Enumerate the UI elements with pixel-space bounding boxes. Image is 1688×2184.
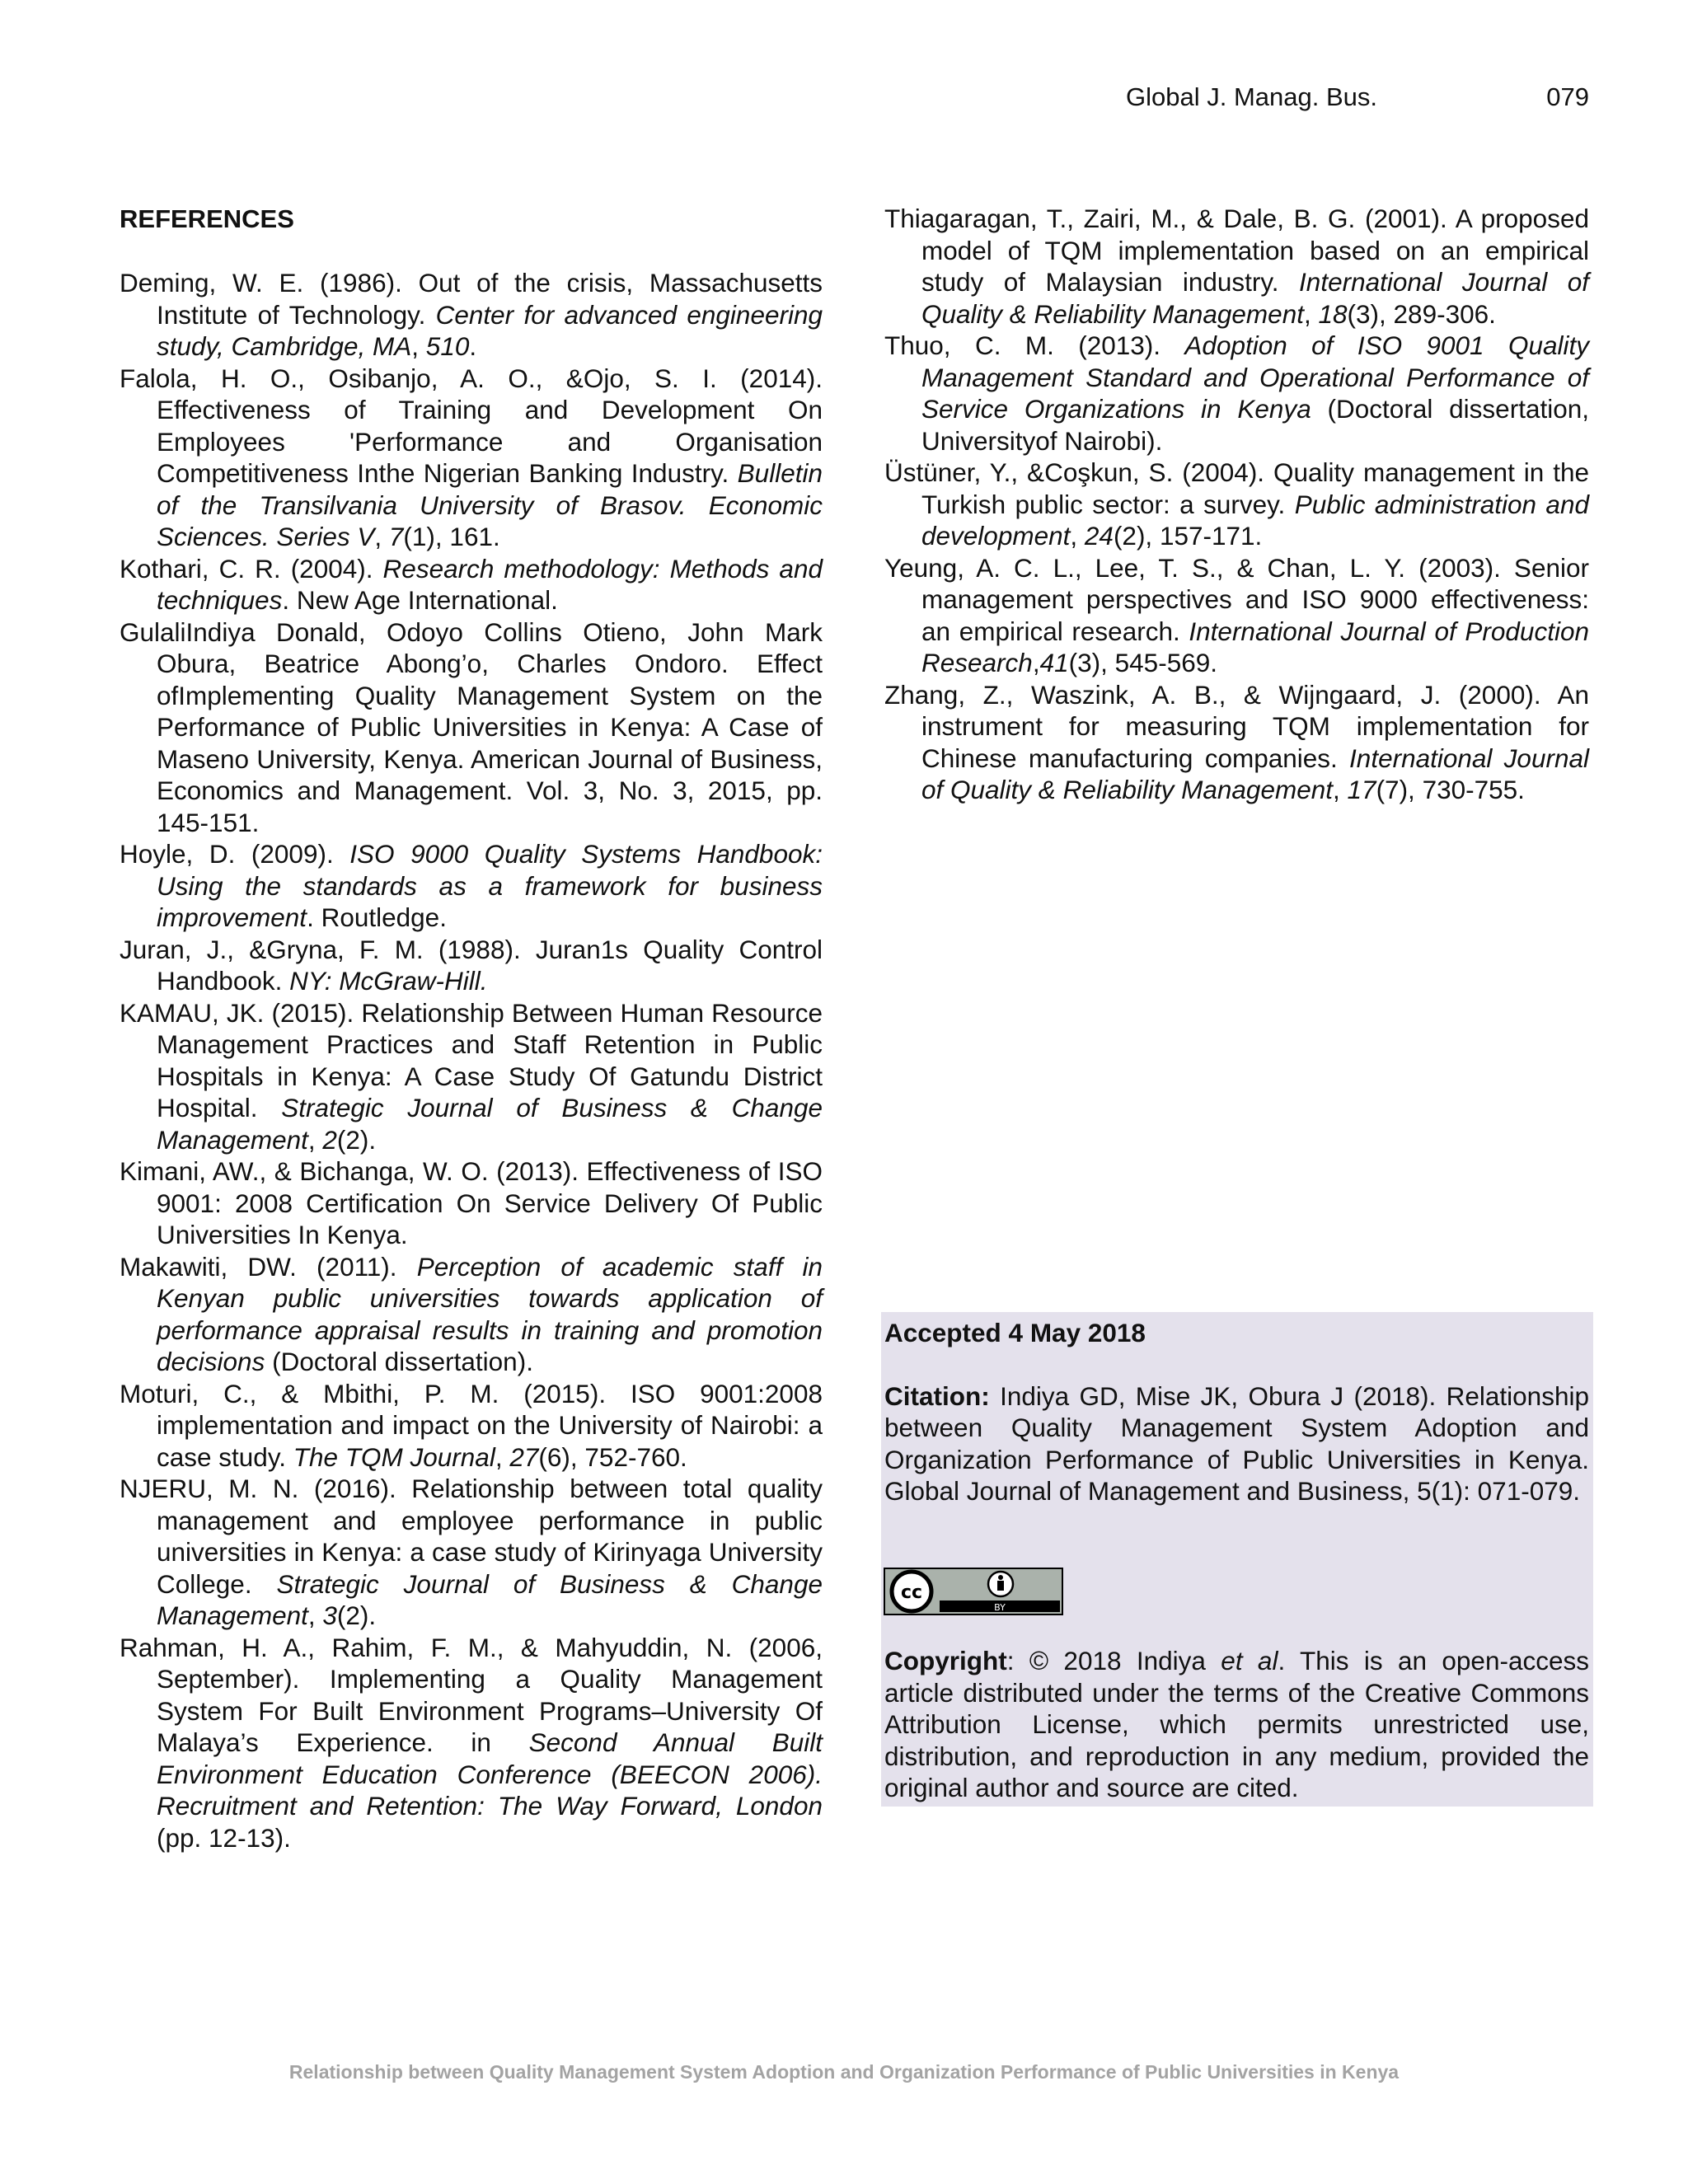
reference-entry <box>120 1155 823 1251</box>
reference-segment: (2). <box>336 1601 377 1630</box>
citation-label: Citation: <box>884 1380 990 1411</box>
reference-italic-segment: Bulletin of the Transilvania University of Brasov. Economic Sciences. Series V <box>157 458 823 551</box>
reference-italic-segment: NY: McGraw-Hill. <box>289 966 488 996</box>
reference-segment: Moturi, C., & Mbithi, P. M. (2015). ISO 9001:2008 implementation and impact on the University of Nairobi: a case study. <box>120 1378 823 1472</box>
reference-segment: Zhang, Z., Waszink, A. B., & Wijngaard, J. (2000). An instrument for measuring TQM implementation for Chinese manufacturing companies. <box>884 679 1589 773</box>
copyright-label: Copyright <box>884 1646 1007 1675</box>
reference-italic-segment: The TQM Journal <box>293 1441 495 1472</box>
reference-entry <box>120 1251 823 1378</box>
by-mark: BY <box>994 1602 1006 1613</box>
reference-italic-segment: 41 <box>1039 648 1069 677</box>
reference-segment: Deming, W. E. (1986). Out of the crisis, Massachusetts Institute of Technology. <box>120 268 823 330</box>
reference-segment: , <box>411 331 426 361</box>
reference-entry <box>884 552 1589 679</box>
reference-segment: GulaliIndiya Donald, Odoyo Collins Otieno, John Mark Obura, Beatrice Abong’o, Charles Ondoro. Effect ofImplementing Quality Management System on the Performance of Public Universities in Kenya: A Case of Maseno University, Kenya. American Journal of Business, Economics and Management. Vol. 3, No. 3, 2015, pp. 145-151. <box>120 616 823 837</box>
references-heading: REFERENCES <box>120 204 294 233</box>
reference-italic-segment: 24 <box>1084 521 1114 551</box>
reference-italic-segment: 17 <box>1347 775 1376 804</box>
reference-segment: Kimani, AW., & Bichanga, W. O. (2013). Effectiveness of ISO 9001: 2008 Certification On Service Delivery Of Public Universities In Kenya. <box>120 1156 823 1249</box>
reference-segment: , <box>307 1601 323 1630</box>
page-number: 079 <box>1546 82 1589 111</box>
reference-italic-segment: Center for advanced engineering study, Cambridge, MA <box>157 299 823 361</box>
reference-entry <box>120 1632 823 1854</box>
reference-italic-segment: Public administration and development <box>921 489 1589 551</box>
reference-segment: Üstüner, Y., &Coşkun, S. (2004). Quality management in the Turkish public sector: a survey. <box>884 457 1589 519</box>
reference-segment: . <box>469 331 477 361</box>
reference-segment: (2). <box>336 1124 377 1155</box>
copyright-etal: et al <box>1221 1646 1278 1675</box>
reference-entry <box>884 330 1589 457</box>
reference-italic-segment: 510 <box>425 331 470 361</box>
reference-segment: , <box>374 522 389 551</box>
reference-segment: (pp. 12-13). <box>157 1822 291 1853</box>
references-left-column <box>120 267 823 1854</box>
reference-segment: . Routledge. <box>307 902 447 932</box>
reference-entry <box>120 838 823 934</box>
reference-italic-segment: Research methodology: Methods and techniques <box>157 553 823 615</box>
reference-italic-segment: Strategic Journal of Business & Change Management <box>157 1568 823 1630</box>
citation-text: Indiya GD, Mise JK, Obura J (2018). Relationship between Quality Management System Adoption and Organization Performance of Public Universities in Kenya. Global Journal of Management and Business, 5(1): 071-079. <box>884 1380 1589 1506</box>
reference-italic-segment: Adoption of ISO 9001 Quality Management Standard and Operational Performance of Service Organizations in Kenya <box>921 330 1589 424</box>
reference-segment: Thuo, C. M. (2013). <box>884 330 1185 360</box>
reference-segment: , <box>1032 648 1040 677</box>
reference-segment: (3), 545-569. <box>1068 648 1217 677</box>
reference-segment: Juran, J., &Gryna, F. M. (1988). Juran1s Quality Control Handbook. <box>120 934 823 996</box>
copyright-text: . This is an open-access article distributed under the terms of the Creative Commons Attribution License, which permits unrestricted use, distribution, and reproduction in any medium, provided the original author and source are cited. <box>884 1646 1589 1802</box>
running-header <box>1126 79 1589 115</box>
reference-entry <box>120 616 823 839</box>
accepted-date: Accepted 4 May 2018 <box>884 1318 1146 1347</box>
reference-italic-segment: 18 <box>1318 298 1348 329</box>
article-info-box <box>881 1312 1593 1807</box>
reference-segment: KAMAU, JK. (2015). Relationship Between Human Resource Management Practices and Staff Retention in Public Hospitals in Kenya: A Case Study Of Gatundu District Hospital. <box>120 997 823 1122</box>
reference-segment: , <box>1070 521 1085 551</box>
reference-entry <box>120 997 823 1156</box>
reference-segment: (Doctoral dissertation, Universityof Nairobi). <box>921 394 1589 456</box>
reference-entry <box>884 203 1589 330</box>
copyright-pre: : © 2018 Indiya <box>1006 1646 1221 1675</box>
reference-segment: (6), 752-760. <box>538 1441 687 1472</box>
reference-segment: Thiagaragan, T., Zairi, M., & Dale, B. G. (2001). A proposed model of TQM implementation based on an empirical study of Malaysian industry. <box>884 204 1589 297</box>
reference-entry <box>120 267 823 363</box>
reference-segment: . New Age International. <box>282 585 558 615</box>
reference-segment: (3), 289-306. <box>1347 298 1496 329</box>
reference-segment: , <box>495 1441 510 1472</box>
reference-entry <box>884 679 1589 806</box>
reference-italic-segment: ISO 9000 Quality Systems Handbook: Using the standards as a framework for business improvement <box>157 839 823 932</box>
reference-italic-segment: International Journal of Quality & Reliability Management <box>921 267 1589 329</box>
citation <box>884 1380 1589 1507</box>
reference-segment: (2), 157-171. <box>1113 521 1263 551</box>
reference-segment: (Doctoral dissertation). <box>265 1347 533 1376</box>
journal-abbreviation: Global J. Manag. Bus. <box>1126 82 1377 111</box>
reference-segment: Kothari, C. R. (2004). <box>120 553 383 583</box>
reference-italic-segment: 27 <box>509 1441 539 1472</box>
reference-entry <box>884 457 1589 552</box>
reference-italic-segment: 7 <box>388 522 404 551</box>
reference-segment: , <box>307 1124 323 1155</box>
copyright-notice <box>884 1645 1589 1804</box>
running-footer: Relationship between Quality Management System Adoption and Organization Performance of Public Universities in Kenya <box>288 2061 1400 2083</box>
reference-italic-segment: Second Annual Built Environment Education Conference (BEECON 2006). Recruitment and Retention: The Way Forward, London <box>157 1727 823 1821</box>
reference-segment: Hoyle, D. (2009). <box>120 839 350 869</box>
reference-entry <box>120 363 823 553</box>
reference-italic-segment: 2 <box>322 1124 337 1155</box>
reference-italic-segment: International Journal of Production Research <box>921 616 1589 677</box>
reference-segment: NJERU, M. N. (2016). Relationship between total quality management and employee performance in public universities in Kenya: a case study of Kirinyaga University College. <box>120 1474 823 1599</box>
reference-segment: Rahman, H. A., Rahim, F. M., & Mahyuddin, N. (2006, September). Implementing a Quality Management System For Built Environment Programs–University Of Malaya’s Experience. in <box>120 1632 823 1757</box>
reference-entry <box>120 553 823 616</box>
reference-entry <box>120 934 823 997</box>
reference-segment: Makawiti, DW. (2011). <box>120 1251 417 1282</box>
references-right-column <box>884 203 1589 806</box>
reference-entry <box>120 1473 823 1632</box>
reference-italic-segment: Strategic Journal of Business & Change Management <box>157 1093 823 1155</box>
reference-italic-segment: International Journal of Quality & Reliability Management <box>921 743 1589 804</box>
creative-commons-by-icon[interactable] <box>884 1568 1063 1615</box>
reference-italic-segment: 3 <box>322 1601 337 1630</box>
reference-segment: Falola, H. O., Osibanjo, A. O., &Ojo, S. I. (2014). Effectiveness of Training and Development On Employees 'Performance and Organisation Competitiveness Inthe Nigerian Banking Industry. <box>120 363 823 488</box>
reference-italic-segment: Perception of academic staff in Kenyan public universities towards application of performance appraisal results in training and promotion decisions <box>157 1251 823 1376</box>
reference-entry <box>120 1378 823 1474</box>
cc-mark: cc <box>900 1582 923 1603</box>
reference-segment: Yeung, A. C. L., Lee, T. S., & Chan, L. Y. (2003). Senior management perspectives and ISO 9000 effectiveness: an empirical research. <box>884 552 1589 646</box>
reference-segment: , <box>1303 298 1319 329</box>
reference-segment: , <box>1333 775 1348 804</box>
reference-segment: (7), 730-755. <box>1376 775 1525 804</box>
reference-segment: (1), 161. <box>403 522 500 551</box>
